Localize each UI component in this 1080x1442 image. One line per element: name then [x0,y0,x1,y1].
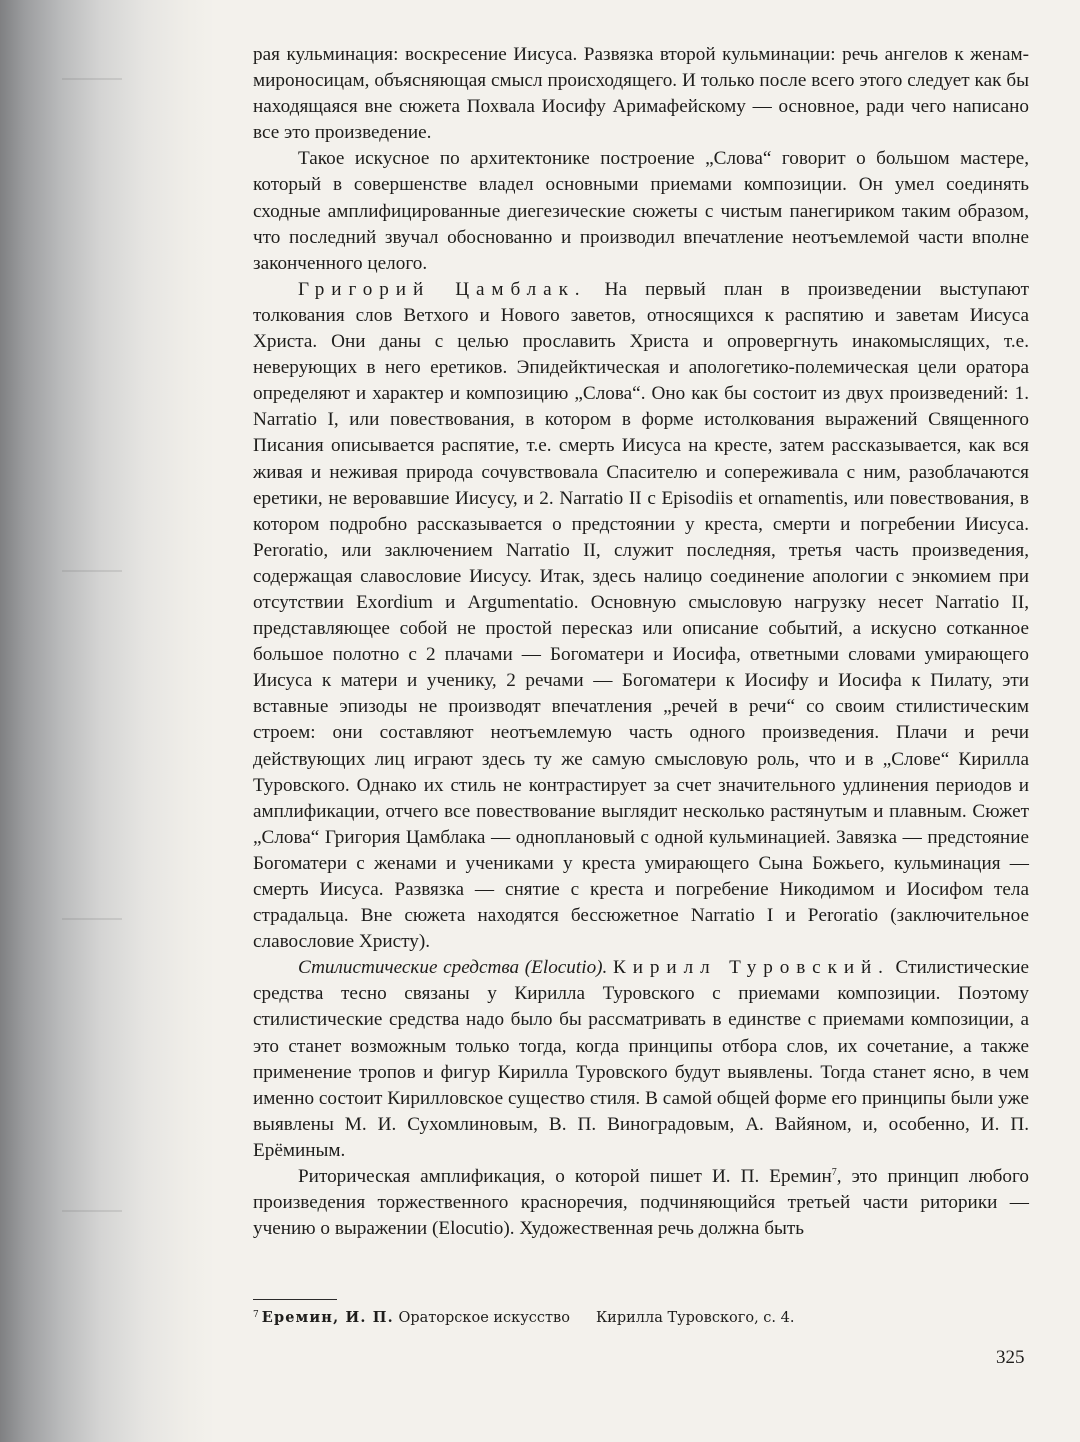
paragraph-tsamblak [253,277,1029,955]
footnote-divider [253,1299,337,1300]
section-heading-elocutio: Стилистические средства (Elocutio). [298,957,608,979]
author-name-turovsky: Кирилл Туровский. [613,957,890,979]
page-number: 325 [996,1347,1025,1368]
paragraph-amplification [253,1164,1029,1242]
footnote-number: 7 [253,1310,259,1320]
footnote-author: Еремин, И. П. [261,1309,394,1326]
author-name-tsamblak: Григорий Цамблак. [298,278,587,300]
footnote-reference[interactable]: 7 [831,1167,837,1179]
bleed-through-mark [62,570,122,572]
footnote-source: Кирилла Туровского, с. 4. [595,1310,795,1326]
paragraph-amplification-end: , это принцип любого произведения торжественного красноречия, подчиняющийся третьей части риторики — учению о выражении (Elocutio). Художественная речь должна быть [253,1166,1029,1240]
bleed-through-mark [62,918,122,920]
bleed-through-mark [62,78,122,80]
paragraph-elocutio [253,955,1029,1164]
paragraph-continuation: рая кульминация: воскресение Иисуса. Развязка второй кульминации: речь ангелов к женам-мироносицам, объясняющая смысл происходящего. И только после всего этого следует как бы находящаяся вне сюжета Похвала Иосифу Аримафейскому — основное, ради чего написано все это произведение. [253,44,1029,144]
bleed-through-mark [62,1210,122,1212]
paragraph-elocutio-text: Стилистические средства тесно связаны у Кирилла Туровского с приемами композиции. Поэтому стилистические средства надо было бы рассматривать в единстве с приемами композиции, а это станет возможным только тогда, когда принципы отбора слов, их сочетание, а также применение тропов и фигур Кирилла Туровского будут выявлены. Тогда станет ясно, в чем именно состоит Кирилловское существо стиля. В самой общей форме его принципы были уже выявлены М. И. Сухомлиновым, В. П. Виноградовым, А. Вайяном, и, особенно, И. П. Ерёминым. [253,957,1030,1161]
footnote [253,1305,1029,1328]
footnote-title: Ораторское искусство [398,1310,570,1326]
page-body [253,42,1029,1242]
binding-gutter-shadow [0,0,215,1442]
body-text [253,42,1029,1242]
paragraph-tsamblak-text: На первый план в произведении выступают толкования слов Ветхого и Нового заветов, относящихся к распятию и заветам Иисуса Христа. Они даны с целью прославить Христа и опровергнуть инакомыслящих, т.е. неверующих в него еретиков. Эпидейктическая и апологетико-полемическая цели оратора определяют и характер и композицию „Слова“. Оно как бы состоит из двух произведений: 1. Narratio I, или повествования, в котором в форме истолкования выражений Священного Писания описывается распятие, т.е. смерть Иисуса на кресте, затем рассказывается, как вся живая и неживая природа сочувствовала Спасителю и сопереживала с ним, разоблачаются еретики, не веровавшие Иисусу, и 2. Narratio II с Episodiis et ornamentis, или повествования, в котором подробно рассказывается о предстоянии у креста, смерти и погребении Иисуса. Peroratio, или заключением Narratio II, служит последняя, третья часть произведения, содержащая славословие Иисусу. Итак, здесь налицо соединение апологии с энкомием при отсутствии Exordium и Argumentatio. Основную смысловую нагрузку несет Narratio II, представляющее собой не простой пересказ или описание событий, а искусно сотканное большое полотно с 2 плачами — Богоматери и Иосифа, ответными словами умирающего Иисуса к матери и ученику, 2 речами — Богоматери к Иосифу и Иосифа к Пилату, эти вставные эпизоды не производят впечатления „речей в речи“ со своим стилистическим строем: они составляют неотъемлемую часть одного произведения. Плачи и речи действующих лиц играют здесь ту же самую смысловую роль, что и в „Слове“ Кирилла Туровского. Однако их стиль не контрастирует за счет значительного удлинения периодов и амплификации, отчего все повествование выглядит несколько растянутым и плавным. Сюжет „Слова“ Григория Цамблака — одноплановый с одной кульминацией. Завязка — предстояние Богоматери с женами и учениками у креста умирающего Сына Божьего, кульминация — смерть Иисуса. Развязка — снятие с креста и погребение Никодимом и Иосифом тела страдальца. Вне сюжета находятся бессюжетное Narratio I и Peroratio (заключительное славословие Христу). [253,278,1030,953]
paragraph-architectonics: Такое искусное по архитектонике построение „Слова“ говорит о большом мастере, который в совершенстве владел основными приемами композиции. Он умел соединять сходные амплифицированные диегезические сюжеты с чистым панегириком таким образом, что последний звучал обоснованно и производил впечатление неотъемлемой части вполне законченного целого. [253,148,1029,274]
paragraph-amplification-start: Риторическая амплификация, о которой пишет И. П. Еремин [298,1166,832,1188]
